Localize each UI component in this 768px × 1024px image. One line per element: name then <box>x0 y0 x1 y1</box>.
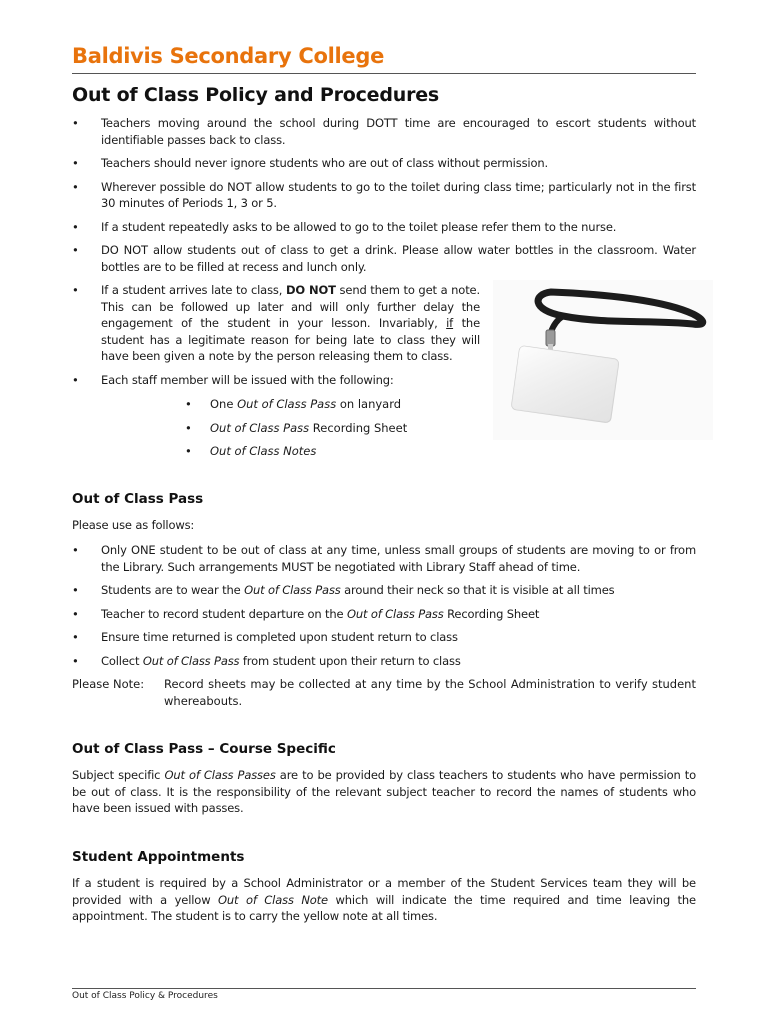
list-item: • Ensure time returned is completed upon student return to class <box>72 630 458 644</box>
list-item: • Wherever possible do NOT allow students to go to the toilet during class time; particularly not in the first 30 minutes of Periods 1, 3 or 5. <box>72 179 696 210</box>
bullet-icon: • <box>72 219 79 234</box>
list-item: • Each staff member will be issued with the following: <box>72 372 394 387</box>
pass-intro: Please use as follows: <box>72 518 195 532</box>
list-item: • Teachers moving around the school during DOTT time are encouraged to escort students without identifiable passes back to class. <box>72 116 696 147</box>
list-item: • One Out of Class Pass on lanyard <box>185 397 402 411</box>
course-specific-paragraph: Subject specific Out of Class Passes are to be provided by class teachers to students who have permission to be out of class. It is the responsibility of the relevant subject teacher to record the names of students who have been issued with passes. <box>72 768 696 815</box>
pass-bullet-list <box>72 542 696 676</box>
section-heading-course-specific: Out of Class Pass – Course Specific <box>72 741 336 757</box>
appointments-paragraph: If a student is required by a School Administrator or a member of the Student Services team they will be provided with a yellow Out of Class Note which will indicate the time required and time leaving the appointment. The student is to carry the yellow note at all times. <box>72 876 696 923</box>
list-item: • Only ONE student to be out of class at any time, unless small groups of students are moving to or from the Library. Such arrangements MUST be negotiated with Library Staff ahead of time. <box>72 543 696 574</box>
school-name: Baldivis Secondary College <box>72 44 385 68</box>
bullet-icon: • <box>72 583 79 597</box>
bullet-icon: • <box>185 420 192 435</box>
bullet-icon: • <box>72 543 79 557</box>
bullet-icon: • <box>72 156 79 170</box>
issued-items-list <box>185 396 485 467</box>
bullet-icon: • <box>72 630 79 644</box>
bullet-icon: • <box>72 372 79 387</box>
section-heading-appointments: Student Appointments <box>72 849 245 865</box>
list-item: • Collect Out of Class Pass from student upon their return to class <box>72 653 461 668</box>
pass-card-icon <box>511 346 619 423</box>
please-note-label: Please Note: <box>72 677 145 691</box>
list-item: • Out of Class Notes <box>185 444 317 458</box>
bullet-icon: • <box>72 653 79 668</box>
bullet-icon: • <box>185 397 192 411</box>
lanyard-clip-icon <box>546 330 555 346</box>
policy-bullet-list <box>72 115 696 282</box>
bullet-icon: • <box>72 179 79 194</box>
list-item: • Teacher to record student departure on the Out of Class Pass Recording Sheet <box>72 606 540 621</box>
bullet-icon: • <box>72 606 79 621</box>
footer-divider <box>72 988 696 989</box>
list-item: • If a student arrives late to class, DO NOT send them to get a note. This can be followed up later and will only further delay the engagement of the student in your lesson. Invariably, if the student has a legitimate reason for being late to class they will have been given a note by the person releasing them to class. <box>72 283 480 363</box>
bullet-icon: • <box>185 444 192 458</box>
list-item: • DO NOT allow students out of class to get a drink. Please allow water bottles in the classroom. Water bottles are to be filled at recess and lunch only. <box>72 243 696 274</box>
document-title: Out of Class Policy and Procedures <box>72 84 440 106</box>
bullet-icon: • <box>72 243 79 257</box>
list-item: • If a student repeatedly asks to be allowed to go to the toilet please refer them to the nurse. <box>72 219 617 234</box>
list-item: • Out of Class Pass Recording Sheet <box>185 420 408 435</box>
please-note-text: Record sheets may be collected at any time by the School Administration to verify student whereabouts. <box>164 677 696 708</box>
header-divider <box>72 73 696 74</box>
list-item: • Teachers should never ignore students who are out of class without permission. <box>72 156 548 170</box>
lanyard-pass-image <box>493 280 713 440</box>
late-bullet-list <box>72 282 480 395</box>
bullet-icon: • <box>72 116 79 130</box>
list-item: • Students are to wear the Out of Class Pass around their neck so that it is visible at all times <box>72 583 615 597</box>
section-heading-pass: Out of Class Pass <box>72 491 204 507</box>
footer-text: Out of Class Policy & Procedures <box>72 991 218 1001</box>
bullet-icon: • <box>72 283 79 297</box>
